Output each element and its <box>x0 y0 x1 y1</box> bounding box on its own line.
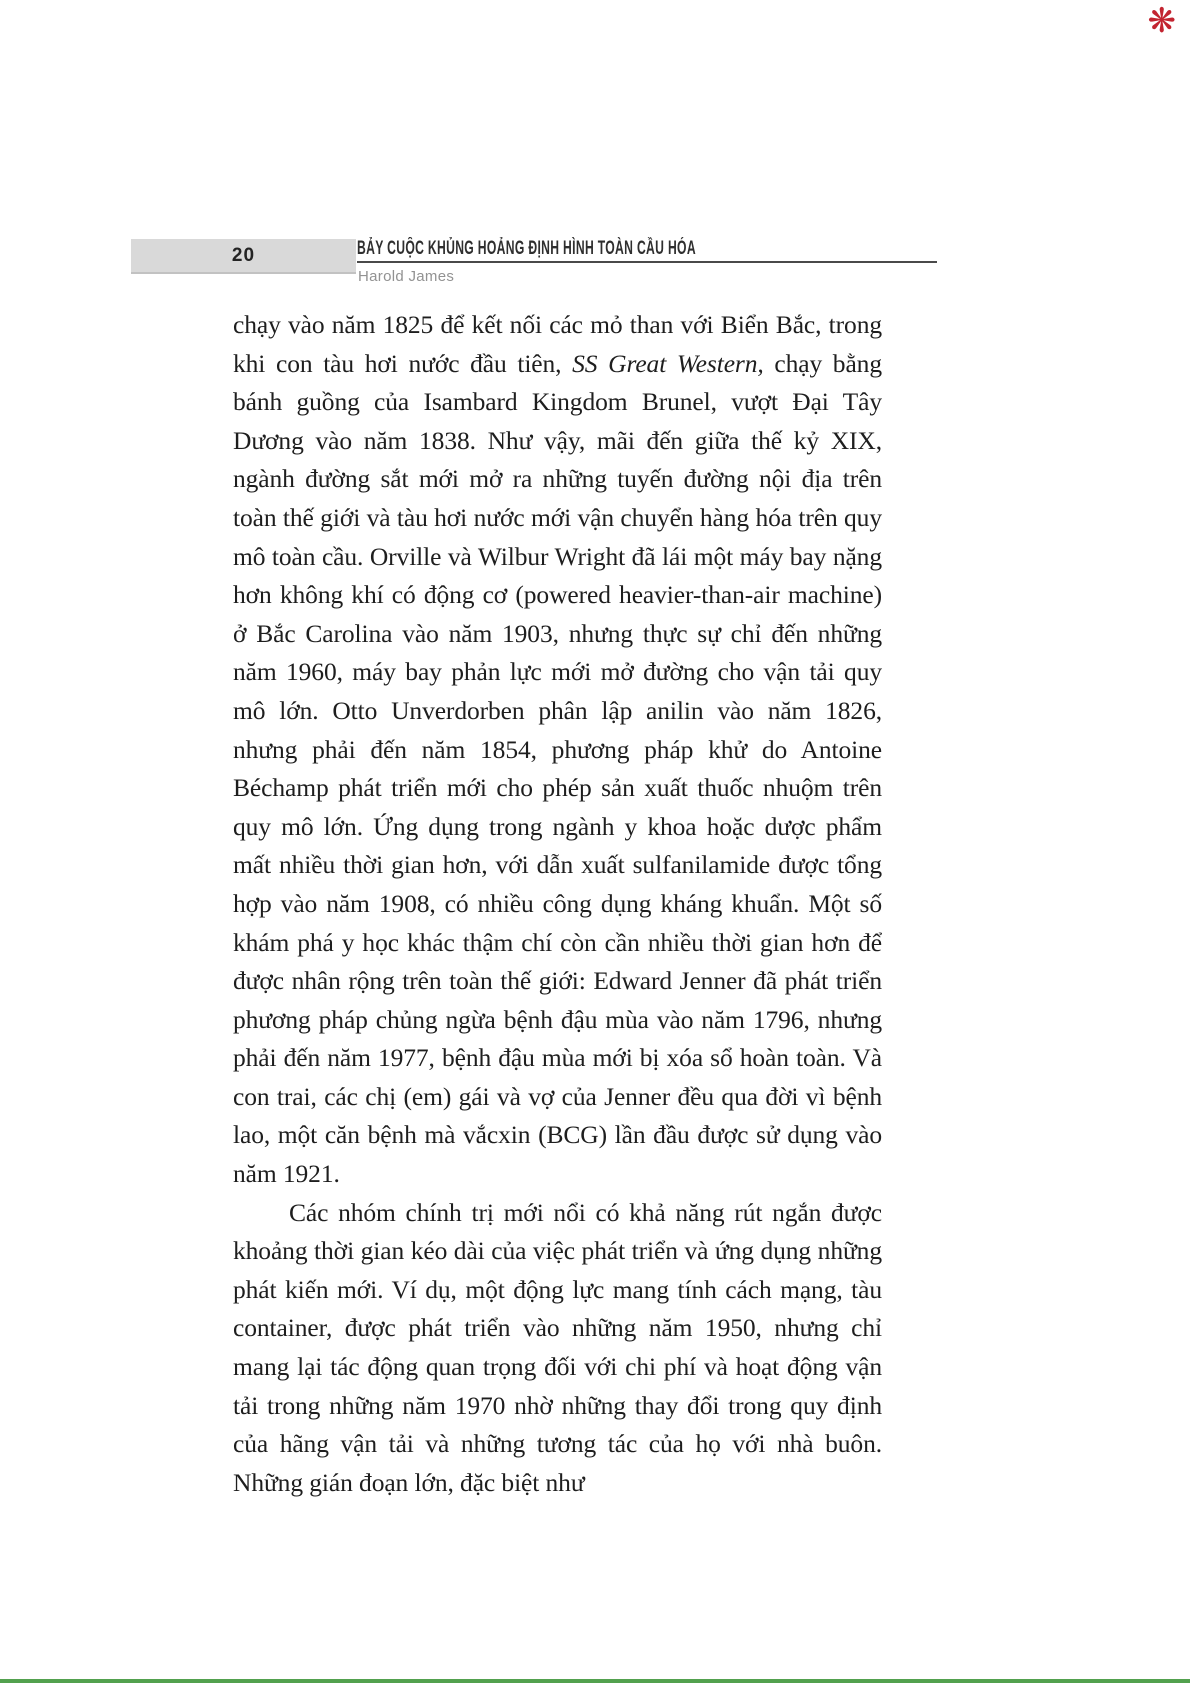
running-head-author: Harold James <box>358 268 455 285</box>
page-number-box <box>131 239 356 274</box>
ship-name-italic: SS Great Western, <box>572 348 764 378</box>
paragraph-1 <box>233 306 882 1194</box>
paragraph-1-text-b: chạy bằng bánh guồng của Isambard Kingdom Brunel, vượt Đại Tây Dương vào năm 1838. Như vậy, mãi đến giữa thế kỷ XIX, ngành đường sắt mới mở ra những tuyến đường nội địa trên toàn thế giới và tàu hơi nước mới vận chuyển hàng hóa trên quy mô toàn cầu. Orville và Wilbur Wright đã lái một máy bay nặng hơn không khí có động cơ (powered heavier-than-air machine) ở Bắc Carolina vào năm 1903, nhưng thực sự chỉ đến những năm 1960, máy bay phản lực mới mở đường cho vận tải quy mô lớn. Otto Unverdorben phân lập anilin vào năm 1826, nhưng phải đến năm 1854, phương pháp khử do Antoine Béchamp phát triển mới cho phép sản xuất thuốc nhuộm trên quy mô lớn. Ứng dụng trong ngành y khoa hoặc dược phẩm mất nhiều thời gian hơn, với dẫn xuất sulfanilamide được tổng hợp vào năm 1908, có nhiều công dụng kháng khuẩn. Một số khám phá y học khác thậm chí còn cần nhiều thời gian hơn để được nhân rộng trên toàn thế giới: Edward Jenner đã phát triển phương pháp chủng ngừa bệnh đậu mùa vào năm 1796, nhưng phải đến năm 1977, bệnh đậu mùa mới bị xóa sổ hoàn toàn. Và con trai, các chị (em) gái và vợ của Jenner đều qua đời vì bệnh lao, một căn bệnh mà vắcxin (BCG) lần đầu được sử dụng vào năm 1921. <box>233 348 882 1189</box>
header-rule <box>357 261 937 263</box>
book-title-text: BẢY CUỘC KHỦNG HOẢNG ĐỊNH HÌNH TOÀN CẦU HÓA <box>357 238 696 259</box>
running-head-title <box>357 238 887 260</box>
paragraph-2-text: Các nhóm chính trị mới nổi có khả năng rút ngắn được khoảng thời gian kéo dài của việc phát triển và ứng dụng những phát kiến mới. Ví dụ, một động lực mang tính cách mạng, tàu container, được phát triển vào những năm 1950, nhưng chỉ mang lại tác động quan trọng đối với chi phí và hoạt động vận tải trong những năm 1970 nhờ những thay đổi trong quy định của hãng vận tải và những tương tác của họ với nhà buôn. Những gián đoạn lớn, đặc biệt như <box>233 1197 882 1497</box>
flower-icon: ❋ <box>1147 1 1176 41</box>
paragraph-1-text-a: chạy vào năm 1825 để kết nối các mỏ than với Biển Bắc, trong khi con tàu hơi nước đầu tiên, <box>233 310 882 378</box>
paragraph-2 <box>233 1194 882 1503</box>
page-body <box>233 306 882 1502</box>
page-number: 20 <box>231 245 256 266</box>
page-bottom-edge <box>0 1679 1190 1683</box>
